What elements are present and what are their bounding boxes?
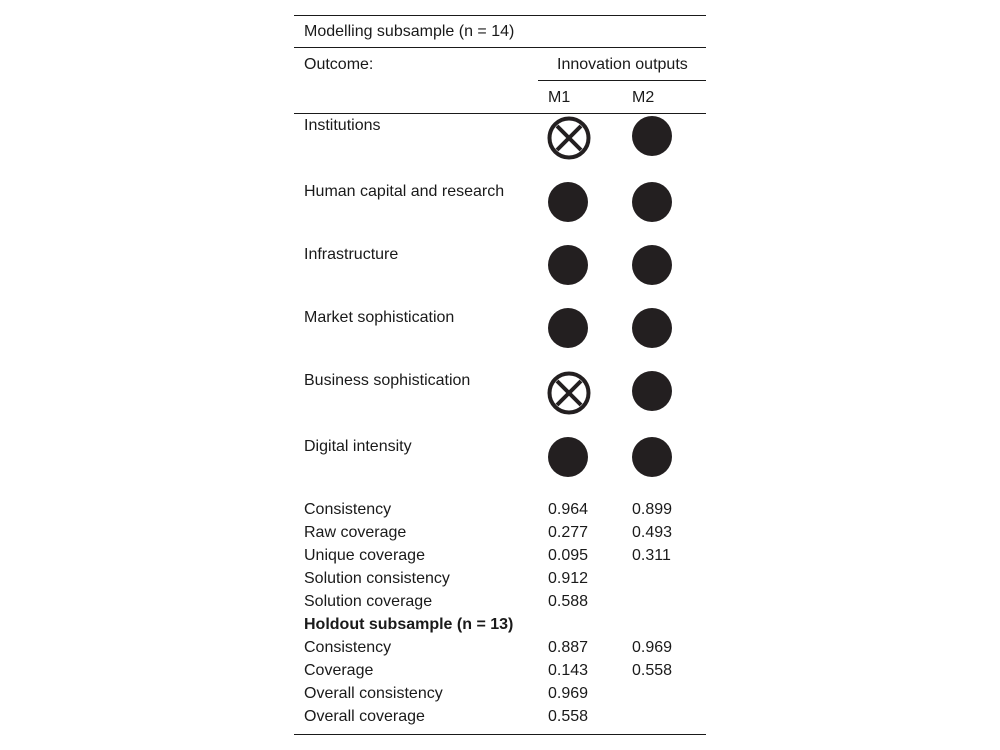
filled-circle-icon: [632, 245, 672, 285]
filled-circle-icon: [548, 308, 588, 348]
holdout-m1-value: 0.969: [548, 685, 589, 702]
filled-circle-icon: [632, 371, 672, 411]
filled-circle-icon: [632, 437, 672, 477]
holdout-label: Consistency: [304, 639, 392, 656]
holdout-m1-value: 0.143: [548, 662, 589, 679]
subsample-title: Modelling subsample (n = 14): [304, 23, 515, 40]
filled-circle-icon: [632, 116, 672, 156]
stat-m1-value: 0.095: [548, 547, 589, 564]
condition-label: Business sophistication: [304, 372, 471, 389]
condition-label: Infrastructure: [304, 246, 399, 263]
stat-label: Raw coverage: [304, 524, 407, 541]
outcome-group-label: Innovation outputs: [557, 56, 688, 73]
filled-circle-icon: [548, 437, 588, 477]
holdout-label: Overall coverage: [304, 708, 425, 725]
holdout-m2-value: 0.558: [632, 662, 673, 679]
bottom-rule: [294, 734, 706, 735]
condition-label: Market sophistication: [304, 309, 455, 326]
outcome-label: Outcome:: [304, 56, 374, 73]
filled-circle-icon: [632, 182, 672, 222]
stat-m1-value: 0.912: [548, 570, 589, 587]
condition-label: Human capital and research: [304, 183, 505, 200]
filled-circle-icon: [632, 308, 672, 348]
holdout-label: Coverage: [304, 662, 374, 679]
stat-m2-value: 0.899: [632, 501, 673, 518]
crossed-circle-icon: [547, 116, 591, 160]
stat-m1-value: 0.588: [548, 593, 589, 610]
holdout-m1-value: 0.558: [548, 708, 589, 725]
condition-label: Institutions: [304, 117, 381, 134]
crossed-circle-icon: [547, 371, 591, 415]
holdout-m1-value: 0.887: [548, 639, 589, 656]
fsqca-results-table: [294, 15, 706, 735]
stat-m1-value: 0.964: [548, 501, 589, 518]
stat-label: Consistency: [304, 501, 392, 518]
outcome-group-rule: [538, 80, 706, 81]
stat-m1-value: 0.277: [548, 524, 589, 541]
holdout-m2-value: 0.969: [632, 639, 673, 656]
condition-label: Digital intensity: [304, 438, 412, 455]
holdout-label: Overall consistency: [304, 685, 443, 702]
model-m2-header: M2: [632, 89, 655, 106]
top-rule: [294, 15, 706, 16]
stat-label: Unique coverage: [304, 547, 425, 564]
holdout-title: Holdout subsample (n = 13): [304, 616, 514, 633]
stat-label: Solution coverage: [304, 593, 433, 610]
stat-m2-value: 0.311: [632, 547, 671, 564]
model-header-rule: [294, 113, 706, 114]
stat-m2-value: 0.493: [632, 524, 673, 541]
model-m1-header: M1: [548, 89, 571, 106]
subsample-rule: [294, 47, 706, 48]
stat-label: Solution consistency: [304, 570, 450, 587]
filled-circle-icon: [548, 182, 588, 222]
filled-circle-icon: [548, 245, 588, 285]
